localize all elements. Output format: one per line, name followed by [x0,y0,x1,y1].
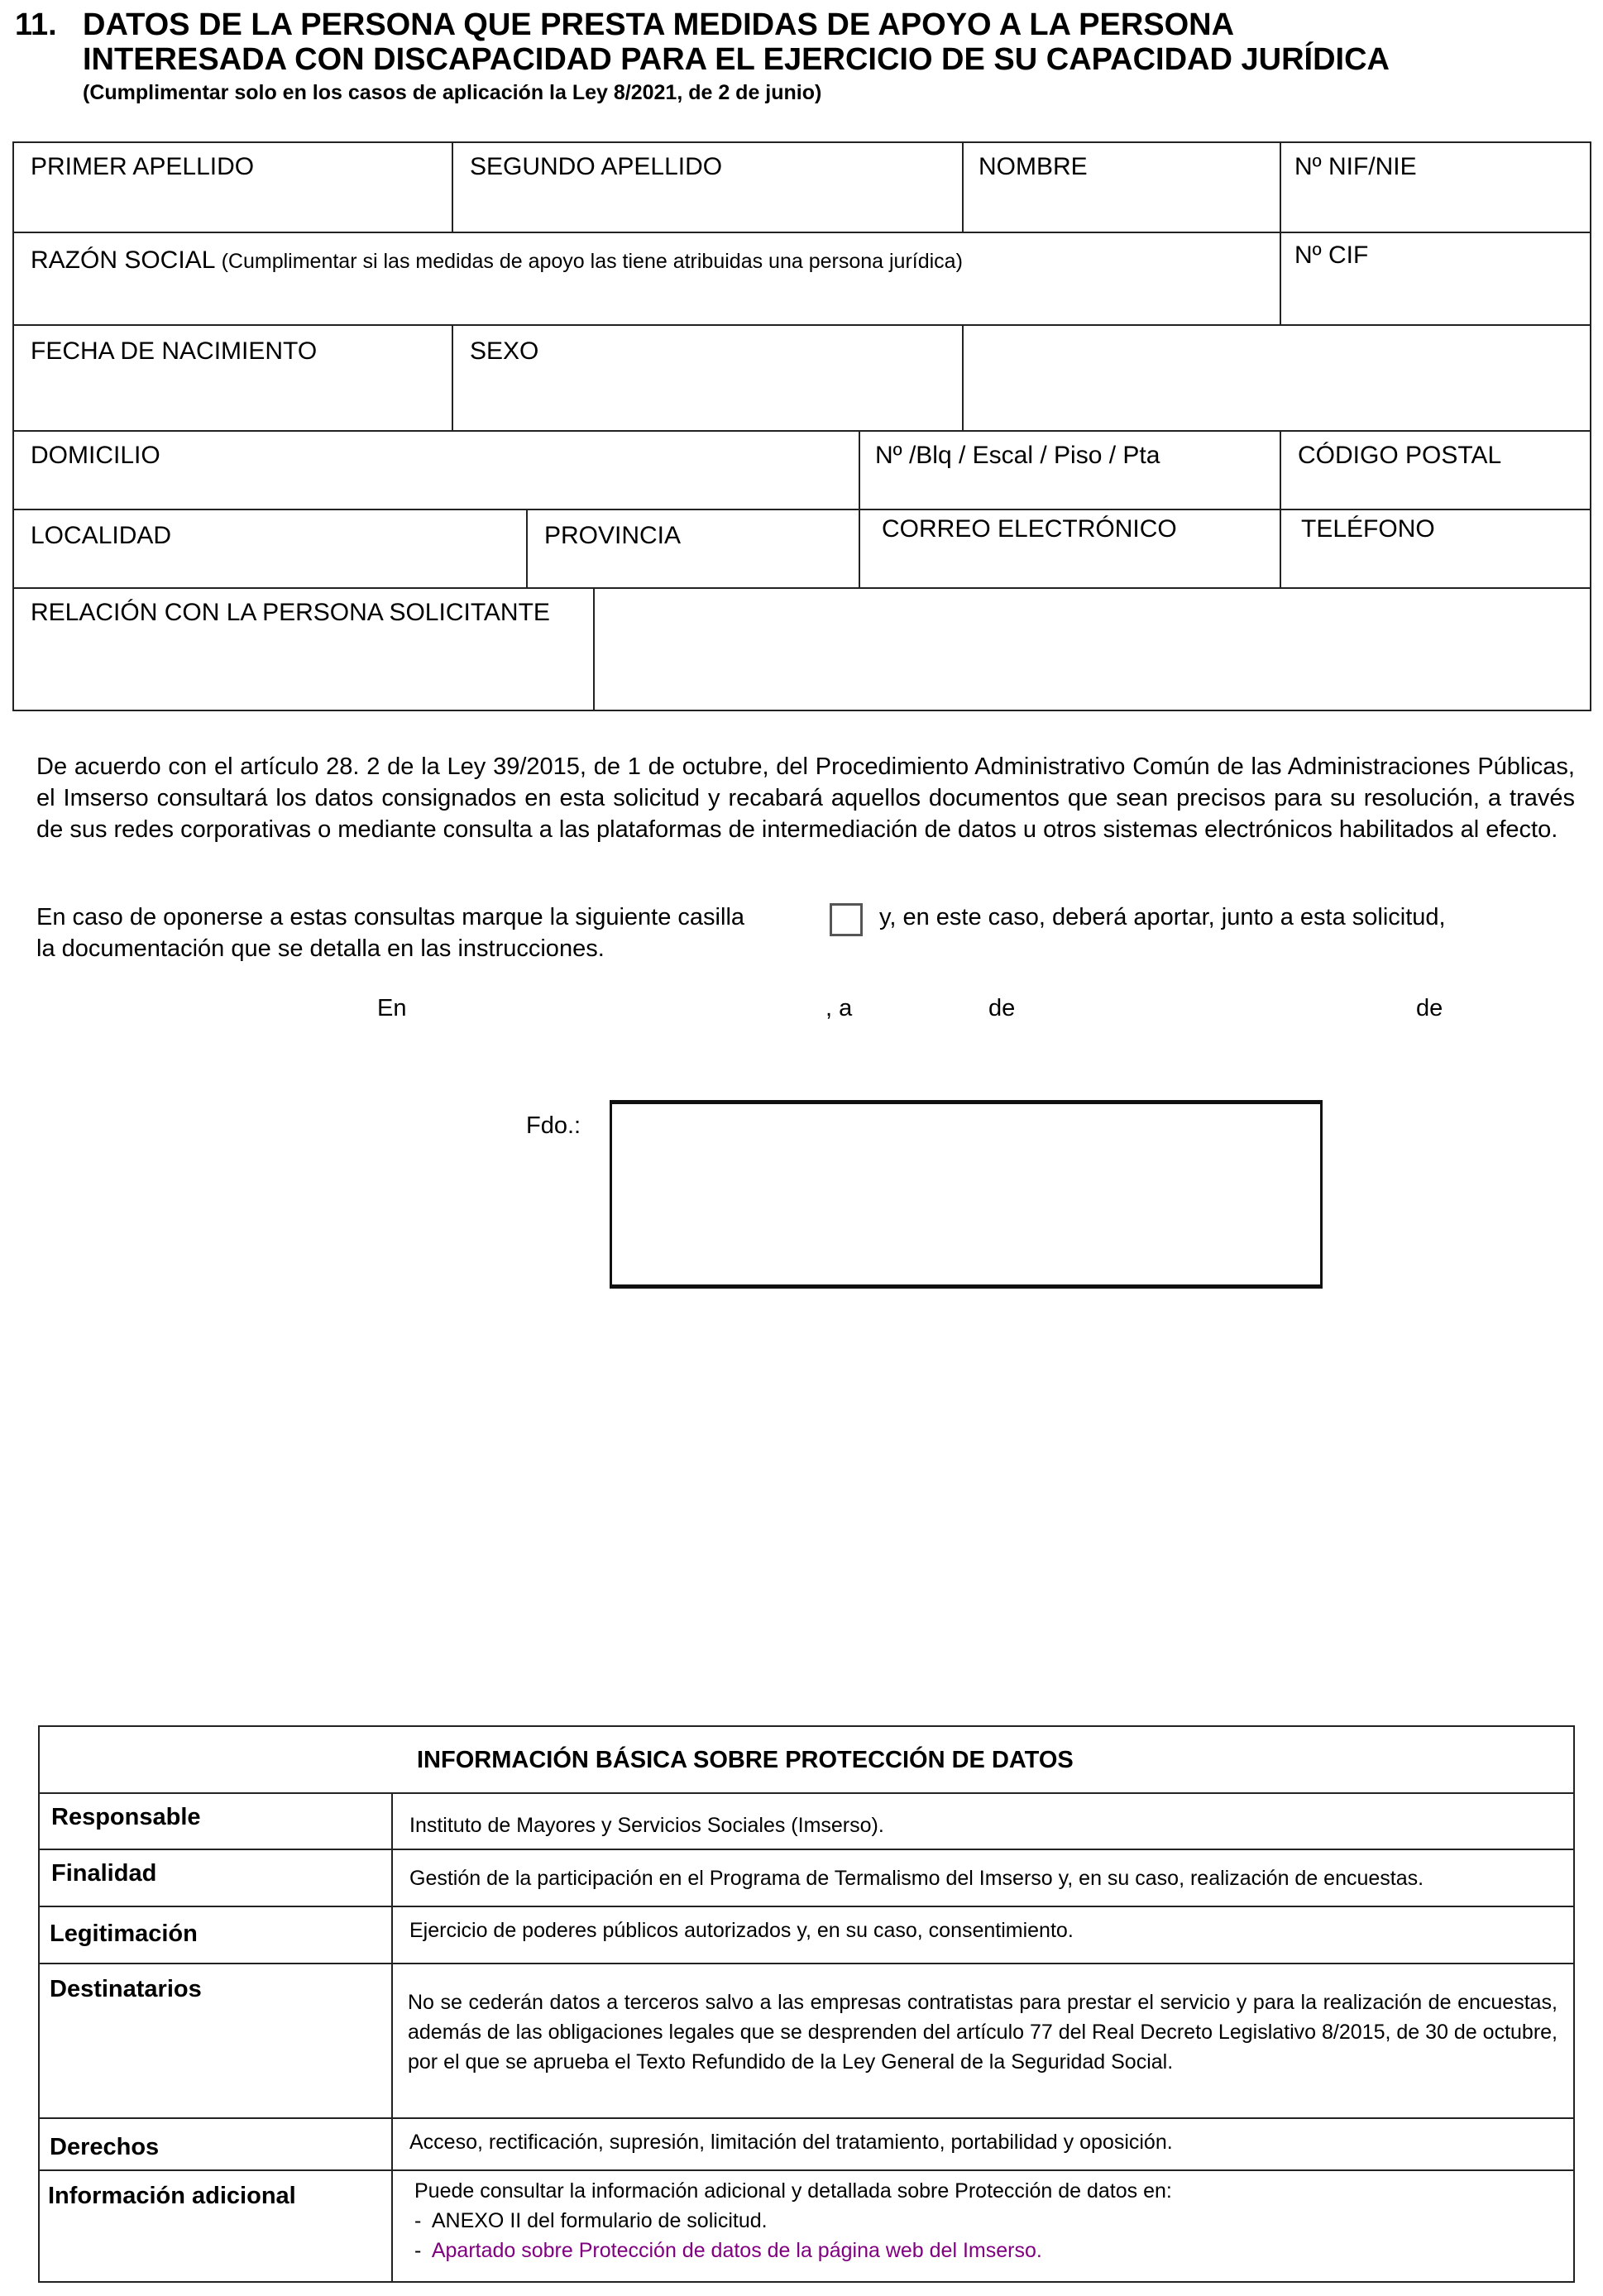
oppose-text-after: y, en este caso, deberá aportar, junto a esta solicitud, [879,904,1446,930]
date-en-label: En [377,995,407,1021]
codigo-postal-cell[interactable] [1280,430,1591,510]
correo-label: CORREO ELECTRÓNICO [882,515,1177,543]
dp-label-legitimacion: Legitimación [50,1921,198,1947]
razon-social-label [31,246,963,275]
telefono-cell[interactable] [1280,509,1591,589]
day-input[interactable] [864,991,988,1026]
relacion-label-cell [12,587,595,711]
data-protection-header [38,1725,1575,1794]
segundo-apellido-cell[interactable] [452,141,964,233]
month-input[interactable] [1030,991,1414,1026]
relacion-input-cell[interactable] [593,587,1591,711]
dp-value-cell-info-adicional [391,2169,1575,2283]
nif-nie-label: Nº NIF/NIE [1294,153,1417,180]
localidad-cell[interactable] [12,509,528,589]
oppose-consultation-checkbox[interactable] [830,903,863,936]
numero-piso-label: Nº /Blq / Escal / Piso / Pta [875,442,1160,469]
consent-paragraph: De acuerdo con el artículo 28. 2 de la Ley 39/2015, de 1 de octubre, del Procedimiento Administrativo Común de las Administraciones Públicas, el Imserso consultará los datos consignados en esta solicitud y recabará aquellos documentos que sean precisos para su resolución, a través de sus redes corporativas o mediante consulta a las plataformas de intermediación de datos u otros sistemas electrónicos habilitados al efecto. [36,753,1575,843]
dp-label-cell-responsable [38,1792,393,1850]
nombre-label: NOMBRE [979,153,1088,180]
year-input[interactable] [1460,991,1587,1026]
razon-social-note: (Cumplimentar si las medidas de apoyo las tiene atribuidas una persona jurídica) [221,250,963,273]
dp-value-finalidad: Gestión de la participación en el Programa de Termalismo del Imserso y, en su caso, realización de encuestas. [409,1867,1424,1890]
date-de2-label: de [1416,995,1443,1021]
data-protection-title: INFORMACIÓN BÁSICA SOBRE PROTECCIÓN DE DATOS [417,1747,1074,1773]
provincia-cell[interactable] [526,509,860,589]
signature-label: Fdo.: [526,1112,581,1139]
dp-value-info-adicional: Puede consultar la información adicional y detallada sobre Protección de datos en: [414,2179,1172,2203]
fecha-nacimiento-cell[interactable] [12,324,453,432]
dp-label-cell-finalidad [38,1849,393,1907]
dp-label-cell-info-adicional [38,2169,393,2283]
place-input[interactable] [426,991,826,1026]
dp-label-destinatarios: Destinatarios [50,1976,202,2002]
dp-value-legitimacion: Ejercicio de poderes públicos autorizados y, en su caso, consentimiento. [409,1919,1074,1942]
cif-cell[interactable] [1280,232,1591,326]
domicilio-label: DOMICILIO [31,442,160,469]
imserso-data-protection-link[interactable]: Apartado sobre Protección de datos de la página web del Imserso. [431,2239,1042,2262]
sexo-cell[interactable] [452,324,964,432]
blank-cell[interactable] [962,324,1591,432]
dp-value-cell-derechos [391,2117,1575,2171]
razon-social-cell[interactable] [12,232,1281,326]
section-number: 11. [15,7,57,42]
relacion-label: RELACIÓN CON LA PERSONA SOLICITANTE [31,599,550,626]
dp-value-destinatarios: No se cederán datos a terceros salvo a las empresas contratistas para prestar el servicio y para la realización de encuestas, además de las obligaciones legales que se desprenden del artículo 77 del Real Decreto Legislativo 8/2015, de 30 de octubre, por el que se aprueba el Texto Refundido de la Ley General de la Seguridad Social. [408,1991,1558,2074]
numero-piso-cell[interactable] [859,430,1281,510]
dp-label-responsable: Responsable [51,1804,201,1830]
oppose-text-line2: la documentación que se detalla en las instrucciones. [36,935,605,962]
oppose-text-before: En caso de oponerse a estas consultas marque la siguiente casilla [36,904,745,930]
codigo-postal-label: CÓDIGO POSTAL [1298,442,1502,469]
section-title-line1: DATOS DE LA PERSONA QUE PRESTA MEDIDAS DE APOYO A LA PERSONA [83,7,1235,42]
dp-label-derechos: Derechos [50,2134,160,2160]
localidad-label: LOCALIDAD [31,522,172,549]
dp-label-cell-derechos [38,2117,393,2171]
primer-apellido-cell[interactable] [12,141,453,233]
dp-label-info-adicional: Información adicional [48,2183,296,2209]
segundo-apellido-label: SEGUNDO APELLIDO [470,153,723,180]
dp-bullet-anexo: - ANEXO II del formulario de solicitud. [414,2209,768,2232]
dp-value-cell-finalidad [391,1849,1575,1907]
sexo-label: SEXO [470,337,539,365]
domicilio-cell[interactable] [12,430,860,510]
dp-bullet-anexo-text: ANEXO II del formulario de solicitud. [431,2209,768,2232]
fecha-nacimiento-label: FECHA DE NACIMIENTO [31,337,318,365]
telefono-label: TELÉFONO [1301,515,1435,543]
section-title-line2: INTERESADA CON DISCAPACIDAD PARA EL EJERCICIO DE SU CAPACIDAD JURÍDICA [83,42,1390,77]
dp-label-cell-legitimacion [38,1906,393,1964]
nombre-cell[interactable] [962,141,1281,233]
date-de1-label: de [988,995,1016,1021]
dp-label-cell-destinatarios [38,1963,393,2119]
dp-value-cell-destinatarios [391,1963,1575,2119]
dp-value-cell-responsable [391,1792,1575,1850]
dp-label-finalidad: Finalidad [51,1860,157,1887]
dp-value-derechos: Acceso, rectificación, supresión, limitación del tratamiento, portabilidad y oposición. [409,2131,1173,2154]
primer-apellido-label: PRIMER APELLIDO [31,153,255,180]
nif-nie-cell[interactable] [1280,141,1591,233]
dp-value-responsable: Instituto de Mayores y Servicios Sociales (Imserso). [409,1814,884,1837]
cif-label: Nº CIF [1294,242,1369,269]
provincia-label: PROVINCIA [544,522,682,549]
razon-social-text: RAZÓN SOCIAL [31,246,215,274]
date-a-label: , a [825,995,853,1021]
section-subtitle: (Cumplimentar solo en los casos de aplicación la Ley 8/2021, de 2 de junio) [83,81,822,104]
dp-bullet-web: - Apartado sobre Protección de datos de la página web del Imserso. [414,2239,1042,2262]
signature-box[interactable] [610,1100,1323,1289]
correo-cell[interactable] [859,509,1281,589]
dp-value-cell-legitimacion [391,1906,1575,1964]
